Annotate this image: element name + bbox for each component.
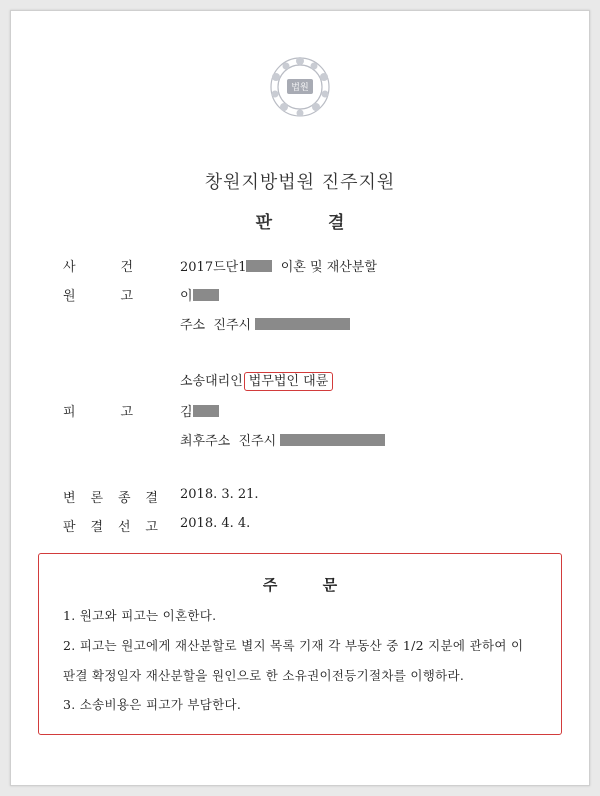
order-item: 1. 원고와 피고는 이혼한다. — [63, 608, 217, 623]
case-value — [180, 256, 377, 275]
seal-text: 법원 — [291, 83, 309, 93]
redaction-box — [280, 434, 385, 446]
plaintiff-address: 주소 진주시 — [180, 314, 350, 333]
plaintiff-label: 원 고 — [63, 289, 133, 304]
document-title: 판 결 — [255, 213, 345, 233]
case-description: 이혼 및 재산분할 — [280, 260, 377, 275]
defendant-label: 피 고 — [63, 405, 133, 420]
case-label: 사 건 — [63, 260, 133, 275]
closing-label: 변 론 종 결 — [63, 491, 158, 506]
ruling-label: 판 결 선 고 — [63, 520, 158, 535]
plaintiff-agent: 소송대리인 법무법인 대륜 — [180, 370, 333, 389]
order-item: 2. 피고는 원고에게 재산분할로 별지 목록 기재 각 부동산 중 1/2 지분에 관하여 이 — [63, 638, 524, 653]
redaction-box — [193, 289, 219, 301]
order-item: 판결 확정일자 재산분할을 원인으로 한 소유권이전등기절차를 이행하라. — [63, 668, 465, 683]
agent-name-highlight: 법무법인 대륜 — [244, 372, 333, 391]
case-number: 2017드단1 — [180, 260, 247, 275]
court-seal-icon — [268, 55, 332, 119]
defendant-name: 김 — [180, 401, 219, 420]
redaction-box — [246, 260, 272, 272]
order-item: 3. 소송비용은 피고가 부담한다. — [63, 697, 242, 712]
order-section — [38, 553, 562, 735]
court-name: 창원지방법원 진주지원 — [204, 172, 396, 193]
redaction-box — [193, 405, 219, 417]
redaction-box — [255, 318, 350, 330]
plaintiff-name: 이 — [180, 285, 219, 304]
order-title: 주 문 — [262, 576, 338, 594]
closing-date: 2018. 3. 21. — [180, 487, 259, 502]
defendant-address: 최후주소 진주시 — [180, 430, 385, 449]
ruling-date: 2018. 4. 4. — [180, 516, 251, 531]
